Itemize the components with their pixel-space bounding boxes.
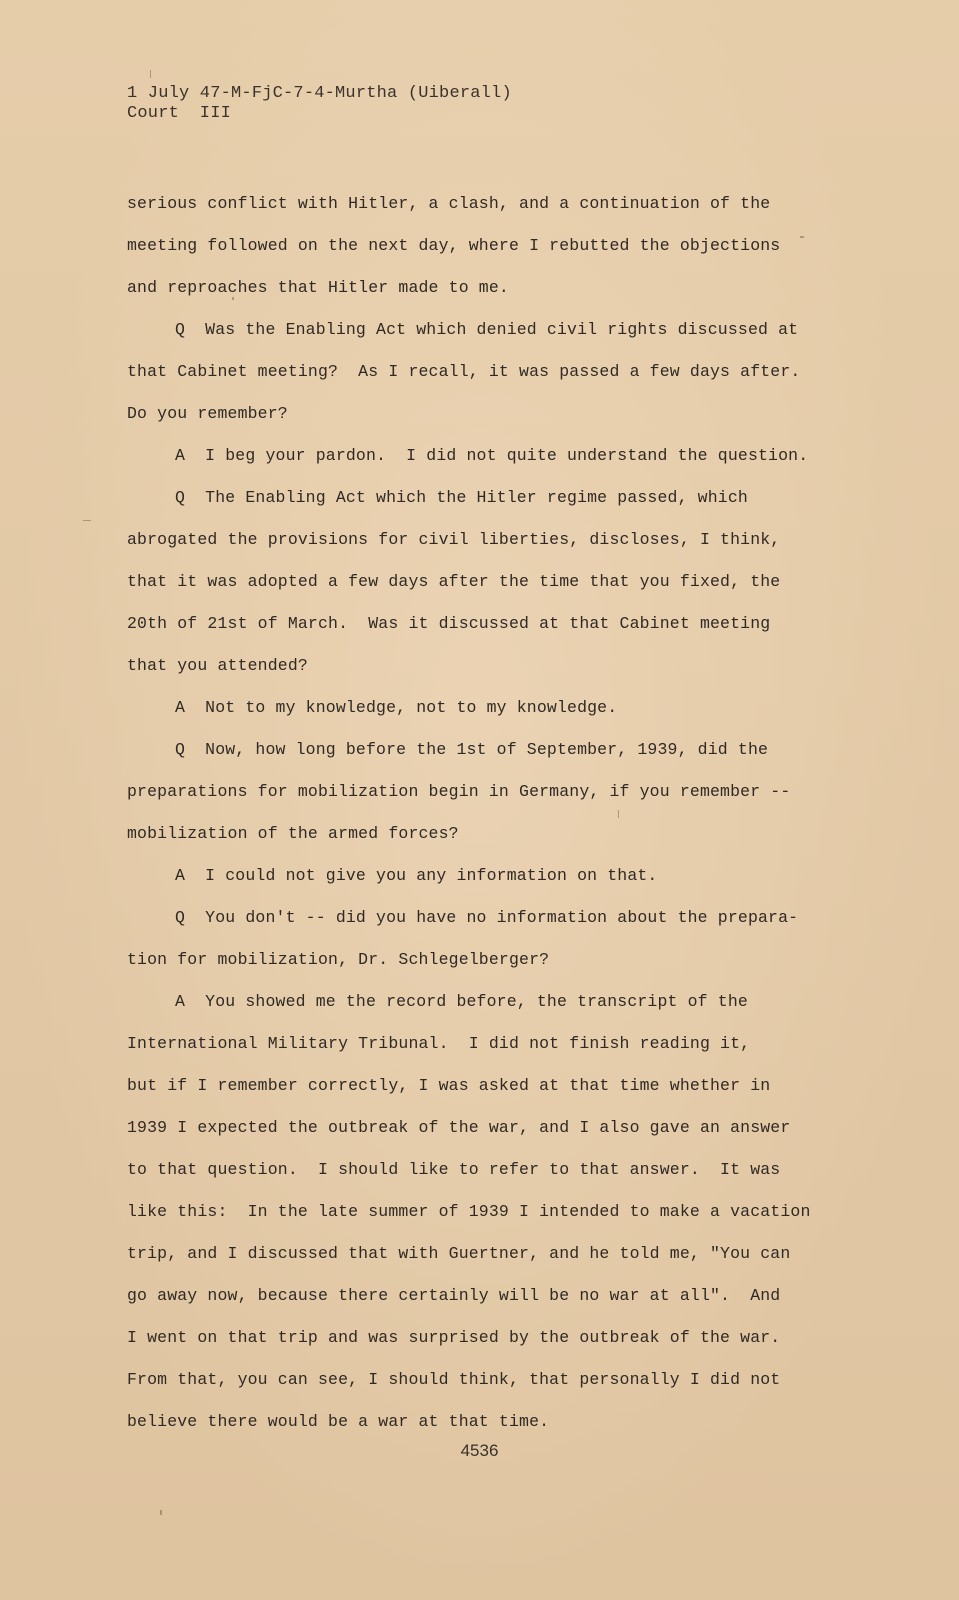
transcript-line: that Cabinet meeting? As I recall, it was passed a few days after. (127, 362, 801, 381)
transcript-line: Q Was the Enabling Act which denied civil rights discussed at (175, 320, 799, 339)
header-court-line: Court III (127, 104, 232, 123)
transcript-line: to that question. I should like to refer to that answer. It was (127, 1160, 781, 1179)
paper-speck (83, 520, 91, 521)
transcript-line: that you attended? (127, 656, 308, 675)
transcript-line: mobilization of the armed forces? (127, 824, 459, 843)
transcript-line: abrogated the provisions for civil liberties, discloses, I think, (127, 530, 781, 549)
transcript-line: but if I remember correctly, I was asked at that time whether in (127, 1076, 771, 1095)
transcript-body (127, 183, 827, 1443)
transcript-line: Q Now, how long before the 1st of September, 1939, did the (175, 740, 769, 759)
header-reference-line: 1 July 47-M-FjC-7-4-Murtha (Uiberall) (127, 84, 512, 103)
transcript-line: A I could not give you any information on that. (175, 866, 658, 885)
transcript-line: Q The Enabling Act which the Hitler regime passed, which (175, 488, 748, 507)
transcript-line: I went on that trip and was surprised by the outbreak of the war. (127, 1328, 781, 1347)
transcript-line: 1939 I expected the outbreak of the war, and I also gave an answer (127, 1118, 791, 1137)
paper-speck (160, 1510, 162, 1515)
transcript-line: Do you remember? (127, 404, 288, 423)
transcript-line: A Not to my knowledge, not to my knowledge. (175, 698, 618, 717)
transcript-line: believe there would be a war at that time. (127, 1412, 550, 1431)
transcript-line: A I beg your pardon. I did not quite understand the question. (175, 446, 809, 465)
paper-speck (150, 70, 151, 78)
transcript-line: that it was adopted a few days after the time that you fixed, the (127, 572, 781, 591)
transcript-line: serious conflict with Hitler, a clash, and a continuation of the (127, 194, 771, 213)
transcript-line: Q You don't -- did you have no information about the prepara- (175, 908, 799, 927)
transcript-line: trip, and I discussed that with Guertner, and he told me, "You can (127, 1244, 791, 1263)
page-number: 4536 (460, 1441, 499, 1460)
document-header (127, 84, 512, 124)
transcript-line: preparations for mobilization begin in Germany, if you remember -- (127, 782, 791, 801)
transcript-line: A You showed me the record before, the transcript of the (175, 992, 748, 1011)
transcript-line: go away now, because there certainly will be no war at all". And (127, 1286, 781, 1305)
transcript-line: like this: In the late summer of 1939 I intended to make a vacation (127, 1202, 811, 1221)
paper-speck (232, 297, 234, 300)
paper-speck (618, 810, 619, 818)
transcript-line: and reproaches that Hitler made to me. (127, 278, 509, 297)
transcript-line: International Military Tribunal. I did not finish reading it, (127, 1034, 751, 1053)
paper-speck (800, 236, 804, 238)
transcript-line: From that, you can see, I should think, that personally I did not (127, 1370, 781, 1389)
transcript-line: 20th of 21st of March. Was it discussed at that Cabinet meeting (127, 614, 771, 633)
transcript-line: meeting followed on the next day, where I rebutted the objections (127, 236, 781, 255)
transcript-line: tion for mobilization, Dr. Schlegelberger? (127, 950, 550, 969)
